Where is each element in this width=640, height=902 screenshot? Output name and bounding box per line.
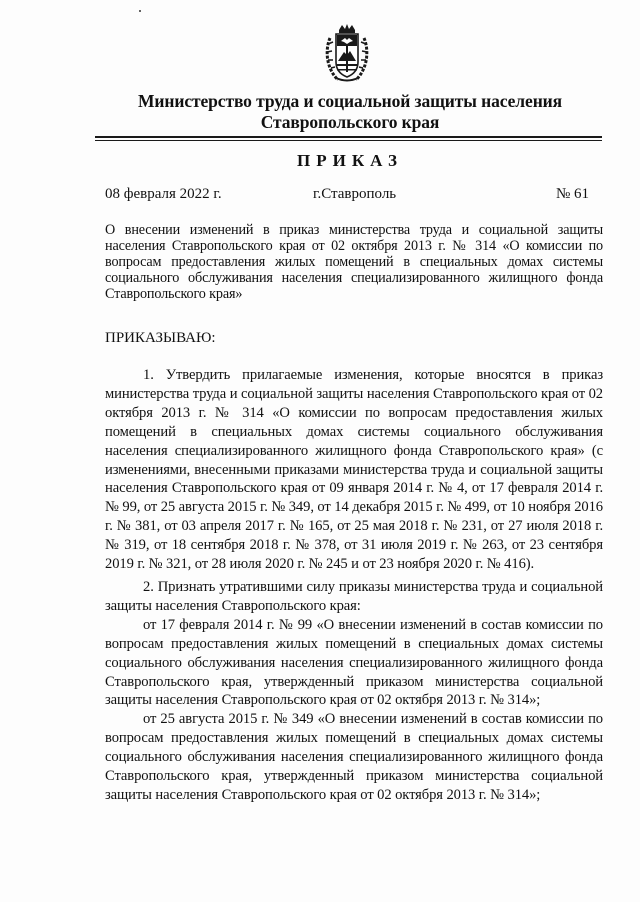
order-subject: О внесении изменений в приказ министерства труда и социальной защиты населения Ставропольского края от 02 октября 2013 г. № 314 «О комиссии по вопросам предоставления жилых помещений в специальных домах системы социального обслуживания населения специализированного жилищного фонда Ставропольского края» — [105, 222, 603, 302]
order-clause-2 — [105, 578, 603, 805]
ministry-name-line2: Ставропольского края — [260, 112, 440, 132]
order-clause-2-lead: 2. Признать утратившими силу приказы министерства труда и социальной защиты населения Ставропольского края: — [105, 579, 603, 614]
scan-speck — [139, 10, 141, 12]
order-directive: ПРИКАЗЫВАЮ: — [105, 330, 216, 346]
coat-of-arms-icon — [324, 24, 370, 84]
ministry-header — [95, 91, 605, 133]
document-type-title: ПРИКАЗ — [297, 151, 403, 170]
order-number: № 61 — [556, 186, 590, 202]
ministry-name-line1: Министерство труда и социальной защиты населения — [137, 91, 563, 111]
repealed-order-item: от 17 февраля 2014 г. № 99 «О внесении изменений в состав комиссии по вопросам предоставления жилых помещений в специальных домах системы социального обслуживания населения специализированного жилищного фонда Ставропольского края, утвержденный приказом министерства социальной защиты населения Ставропольского края от 02 октября 2013 г. № 314»; — [105, 616, 603, 709]
header-divider-thin — [95, 140, 602, 141]
repealed-order-item: от 25 августа 2015 г. № 349 «О внесении изменений в состав комиссии по вопросам предоставления жилых помещений в специальных домах системы социального обслуживания населения специализированного жилищного фонда Ставропольского края, утвержденный приказом министерства социальной защиты населения Ставропольского края от 02 октября 2013 г. № 314»; — [105, 711, 603, 803]
order-date: 08 февраля 2022 г. — [105, 186, 222, 202]
header-divider-thick — [95, 136, 602, 138]
order-clause-1: 1. Утвердить прилагаемые изменения, которые вносятся в приказ министерства труда и социальной защиты населения Ставропольского края от 02 октября 2013 г. № 314 «О комиссии по вопросам предоставления жилых помещений в специальных домах системы социального обслуживания населения специализированного жилищного фонда Ставропольского края» (с изменениями, внесенными приказами министерства труда и социальной защиты населения Ставропольского края от 09 января 2014 г. № 4, от 17 февраля 2014 г. № 99, от 25 августа 2015 г. № 349, от 14 декабря 2015 г. № 499, от 10 ноября 2016 г. № 381, от 03 апреля 2017 г. № 165, от 25 мая 2018 г. № 231, от 27 июля 2018 г. № 319, от 18 сентября 2018 г. № 378, от 31 июля 2019 г. № 263, от 23 сентября 2019 г. № 321, от 28 июля 2020 г. № 245 и от 23 ноября 2020 г. № 416). — [105, 367, 603, 573]
order-city: г.Ставрополь — [313, 186, 397, 202]
